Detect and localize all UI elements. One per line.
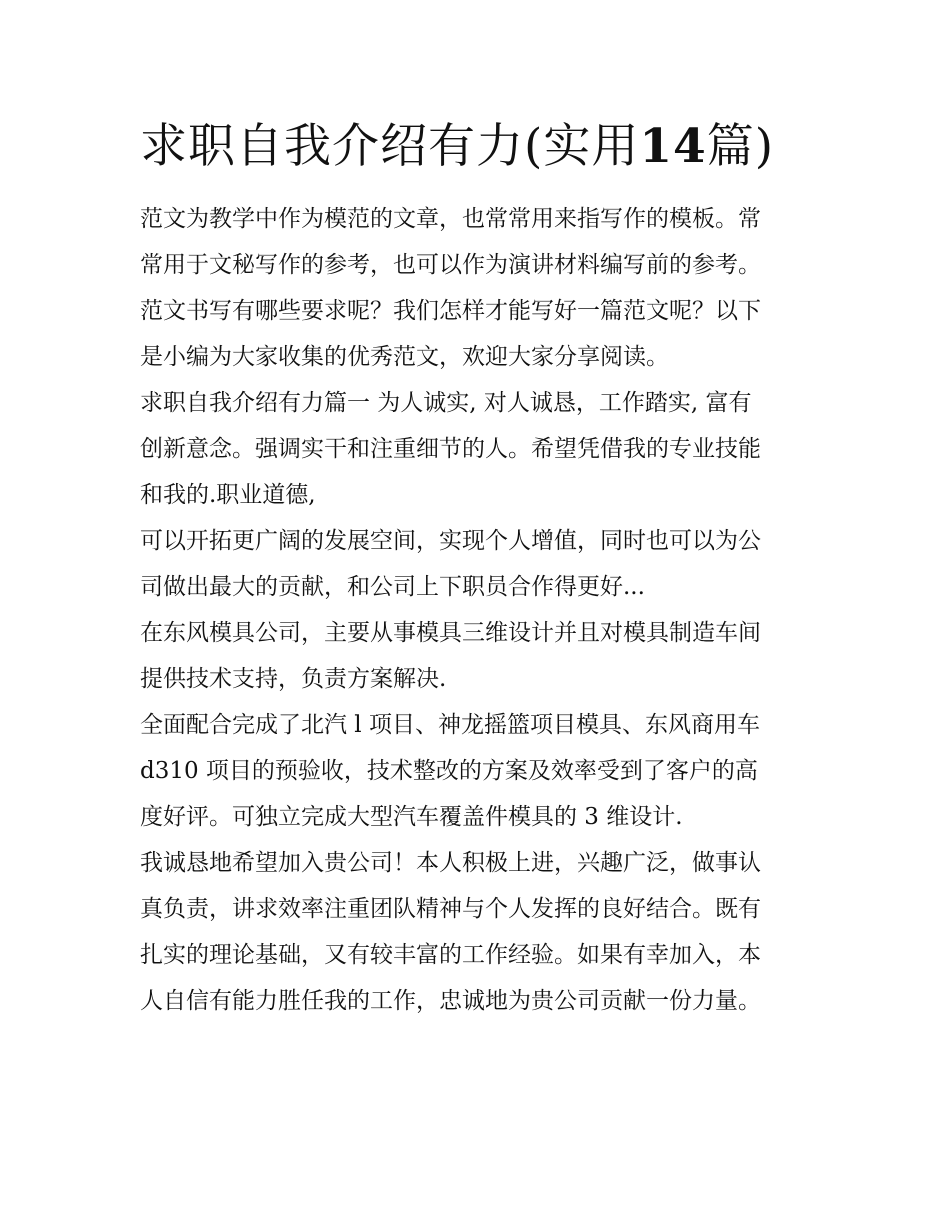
paragraph-line: 范文书写有哪些要求呢？我们怎样才能写好一篇范文呢？以下 (140, 298, 761, 324)
paragraph-line: 求职自我介绍有力篇一 为人诚实, 对人诚恳，工作踏实, 富有 (140, 390, 752, 416)
document-title (140, 112, 815, 182)
document-page (140, 112, 815, 1024)
paragraph-projects (140, 702, 815, 840)
paragraph-line: 度好评。可独立完成大型汽车覆盖件模具的 3 维设计. (140, 804, 683, 830)
paragraph-line: 我诚恳地希望加入贵公司！本人积极上进，兴趣广泛，做事认 (140, 850, 761, 876)
paragraph-closing (140, 840, 815, 1024)
document-body (140, 196, 815, 1024)
paragraph-line: 扎实的理论基础，又有较丰富的工作经验。如果有幸加入，本 (140, 942, 761, 968)
paragraph-line: 创新意念。强调实干和注重细节的人。希望凭借我的专业技能 (140, 436, 761, 462)
paragraph-line: 全面配合完成了北汽 l 项目、神龙摇篮项目模具、东风商用车 (140, 712, 760, 738)
title-suffix-text: 篇) (706, 119, 775, 174)
paragraph-intro (140, 196, 815, 380)
paragraph-line: 可以开拓更广阔的发展空间，实现个人增值，同时也可以为公 (140, 528, 761, 554)
paragraph-line: 常用于文秘写作的参考，也可以作为演讲材料编写前的参考。 (140, 252, 761, 278)
paragraph-line: 是小编为大家收集的优秀范文，欢迎大家分享阅读。 (140, 344, 669, 370)
paragraph-line: 和我的.职业道德, (140, 482, 316, 508)
title-main-text: 求职自我介绍有力(实用 (140, 119, 640, 174)
paragraph-experience (140, 610, 815, 702)
paragraph-line: 在东风模具公司，主要从事模具三维设计并且对模具制造车间 (140, 620, 761, 646)
title-number: 14 (639, 119, 707, 174)
paragraph-section-one (140, 380, 815, 518)
paragraph-line: 提供技术支持，负责方案解决. (140, 666, 447, 692)
paragraph-line: 司做出最大的贡献，和公司上下职员合作得更好... (140, 574, 645, 600)
paragraph-development (140, 518, 815, 610)
paragraph-line: 范文为教学中作为模范的文章，也常常用来指写作的模板。常 (140, 206, 761, 232)
paragraph-line: d310 项目的预验收，技术整改的方案及效率受到了客户的高 (140, 758, 758, 784)
paragraph-line: 人自信有能力胜任我的工作，忠诚地为贵公司贡献一份力量。 (140, 988, 761, 1014)
paragraph-line: 真负责，讲求效率注重团队精神与个人发挥的良好结合。既有 (140, 896, 761, 922)
